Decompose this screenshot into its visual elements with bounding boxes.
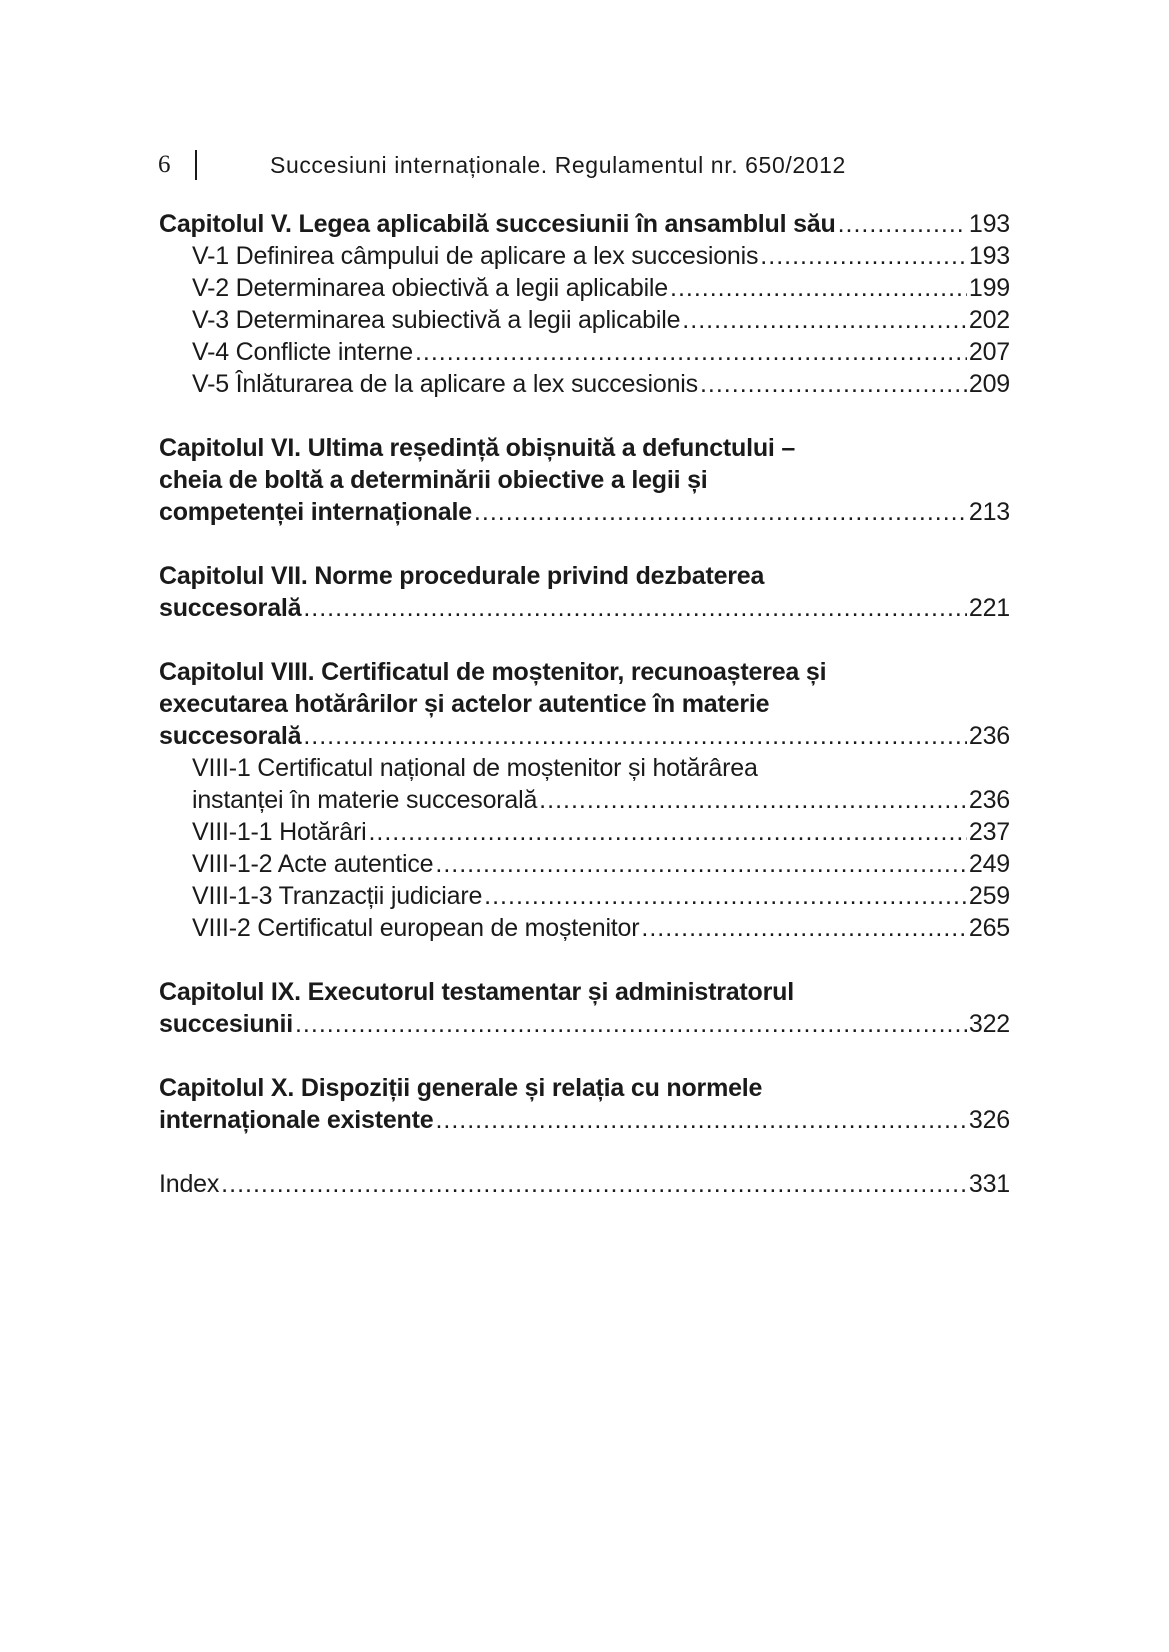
dot-leader: [368, 816, 966, 848]
toc-entry-title: Index: [159, 1170, 220, 1198]
toc-entry-title-line: succesiunii: [159, 1010, 293, 1038]
toc-entry-last-line: [159, 592, 1010, 624]
toc-page-number: 322: [968, 1010, 1010, 1038]
toc-page-number: 209: [968, 370, 1010, 398]
toc-page-number: 193: [968, 242, 1010, 270]
toc-page-number: 331: [968, 1170, 1010, 1198]
dot-leader: [435, 848, 967, 880]
toc-entry-title-line: cheia de boltă a determinării obiective a legii și: [159, 466, 708, 494]
dot-leader: [435, 1104, 966, 1136]
toc-page-number: 202: [968, 306, 1010, 334]
toc-entry-title-line: Capitolul VIII. Certificatul de moștenitor, recunoașterea și: [159, 658, 827, 686]
spacer: [159, 944, 1010, 976]
dot-leader: [641, 912, 966, 944]
toc-entry-last-line: [159, 496, 1010, 528]
dot-leader: [484, 880, 967, 912]
toc-chapter-ix[interactable]: [159, 976, 1010, 1040]
toc-entry-title: V-1 Definirea câmpului de aplicare a lex succesionis: [192, 242, 759, 270]
toc-page-number: 221: [968, 594, 1010, 622]
toc-entry-last-line: [159, 1104, 1010, 1136]
toc-page-number: 265: [968, 914, 1010, 942]
dot-leader: [760, 240, 967, 272]
toc-entry-title: V-4 Conflicte interne: [192, 338, 413, 366]
toc-section-viii-2[interactable]: [159, 912, 1010, 944]
spacer: [159, 1136, 1010, 1168]
spacer: [159, 528, 1010, 560]
dot-leader: [539, 784, 967, 816]
toc-entry-title-line: succesorală: [159, 594, 302, 622]
toc-entry-title: V-3 Determinarea subiectivă a legii aplicabile: [192, 306, 681, 334]
running-title: Succesiuni internaționale. Regulamentul nr. 650/2012: [270, 151, 846, 178]
toc-section-v-4[interactable]: [159, 336, 1010, 368]
toc-entry-title-line: Capitolul VII. Norme procedurale privind dezbaterea: [159, 562, 765, 590]
toc-section-viii-1-3[interactable]: [159, 880, 1010, 912]
toc-page-number: 207: [968, 338, 1010, 366]
toc-page-number: 326: [968, 1106, 1010, 1134]
header-separator: [195, 150, 197, 180]
toc-entry-title: VIII-1-2 Acte autentice: [192, 850, 434, 878]
toc-entry-last-line: [192, 784, 1010, 816]
page-header: [158, 147, 846, 183]
dot-leader: [295, 1008, 967, 1040]
dot-leader: [221, 1168, 967, 1200]
toc-entry-title-line: VIII-1 Certificatul național de moștenitor și hotărârea: [192, 754, 758, 782]
toc-page-number: 237: [968, 818, 1010, 846]
toc-entry-title: V-2 Determinarea obiectivă a legii aplicabile: [192, 274, 668, 302]
dot-leader: [682, 304, 967, 336]
toc-entry-last-line: [159, 720, 1010, 752]
dot-leader: [838, 208, 967, 240]
toc-page-number: 199: [968, 274, 1010, 302]
toc-section-v-5[interactable]: [159, 368, 1010, 400]
toc-entry-title: VIII-2 Certificatul european de moștenitor: [192, 914, 640, 942]
toc-chapter-vi[interactable]: [159, 432, 1010, 528]
toc-chapter-viii[interactable]: [159, 656, 1010, 752]
toc-chapter-v[interactable]: [159, 208, 1010, 240]
dot-leader: [670, 272, 967, 304]
toc-entry-title-line: succesorală: [159, 722, 302, 750]
toc-chapter-vii[interactable]: [159, 560, 1010, 624]
table-of-contents: [159, 208, 1010, 1200]
dot-leader: [415, 336, 967, 368]
toc-entry-title: Capitolul V. Legea aplicabilă succesiunii în ansamblul său: [159, 210, 836, 238]
dot-leader: [700, 368, 967, 400]
toc-entry-last-line: [159, 1008, 1010, 1040]
toc-entry-title-line: competenței internaționale: [159, 498, 472, 526]
spacer: [159, 400, 1010, 432]
toc-entry-title: VIII-1-3 Tranzacții judiciare: [192, 882, 483, 910]
toc-entry-title-line: Capitolul X. Dispoziții generale și relația cu normele: [159, 1074, 763, 1102]
toc-entry-title-line: Capitolul VI. Ultima reședință obișnuită a defunctului –: [159, 434, 796, 462]
toc-section-viii-1-1[interactable]: [159, 816, 1010, 848]
toc-page-number: 249: [968, 850, 1010, 878]
spacer: [159, 624, 1010, 656]
toc-index[interactable]: [159, 1168, 1010, 1200]
spacer: [159, 1040, 1010, 1072]
toc-section-viii-1-2[interactable]: [159, 848, 1010, 880]
toc-page-number: 259: [968, 882, 1010, 910]
toc-entry-title-line: internaționale existente: [159, 1106, 434, 1134]
toc-page-number: 193: [968, 210, 1010, 238]
toc-entry-title: VIII-1-1 Hotărâri: [192, 818, 367, 846]
toc-section-v-3[interactable]: [159, 304, 1010, 336]
toc-section-viii-1[interactable]: [159, 752, 1010, 816]
toc-page-number: 236: [968, 722, 1010, 750]
toc-entry-title-line: instanței în materie succesorală: [192, 786, 538, 814]
toc-section-v-1[interactable]: [159, 240, 1010, 272]
toc-page-number: 236: [968, 786, 1010, 814]
toc-page-number: 213: [968, 498, 1010, 526]
toc-entry-title-line: executarea hotărârilor și actelor autentice în materie: [159, 690, 770, 718]
toc-entry-title-line: Capitolul IX. Executorul testamentar și administratorul: [159, 978, 794, 1006]
dot-leader: [303, 592, 967, 624]
toc-section-v-2[interactable]: [159, 272, 1010, 304]
toc-chapter-x[interactable]: [159, 1072, 1010, 1136]
toc-entry-title: V-5 Înlăturarea de la aplicare a lex succesionis: [192, 370, 698, 398]
dot-leader: [474, 496, 967, 528]
dot-leader: [303, 720, 967, 752]
page-number: 6: [158, 151, 171, 178]
